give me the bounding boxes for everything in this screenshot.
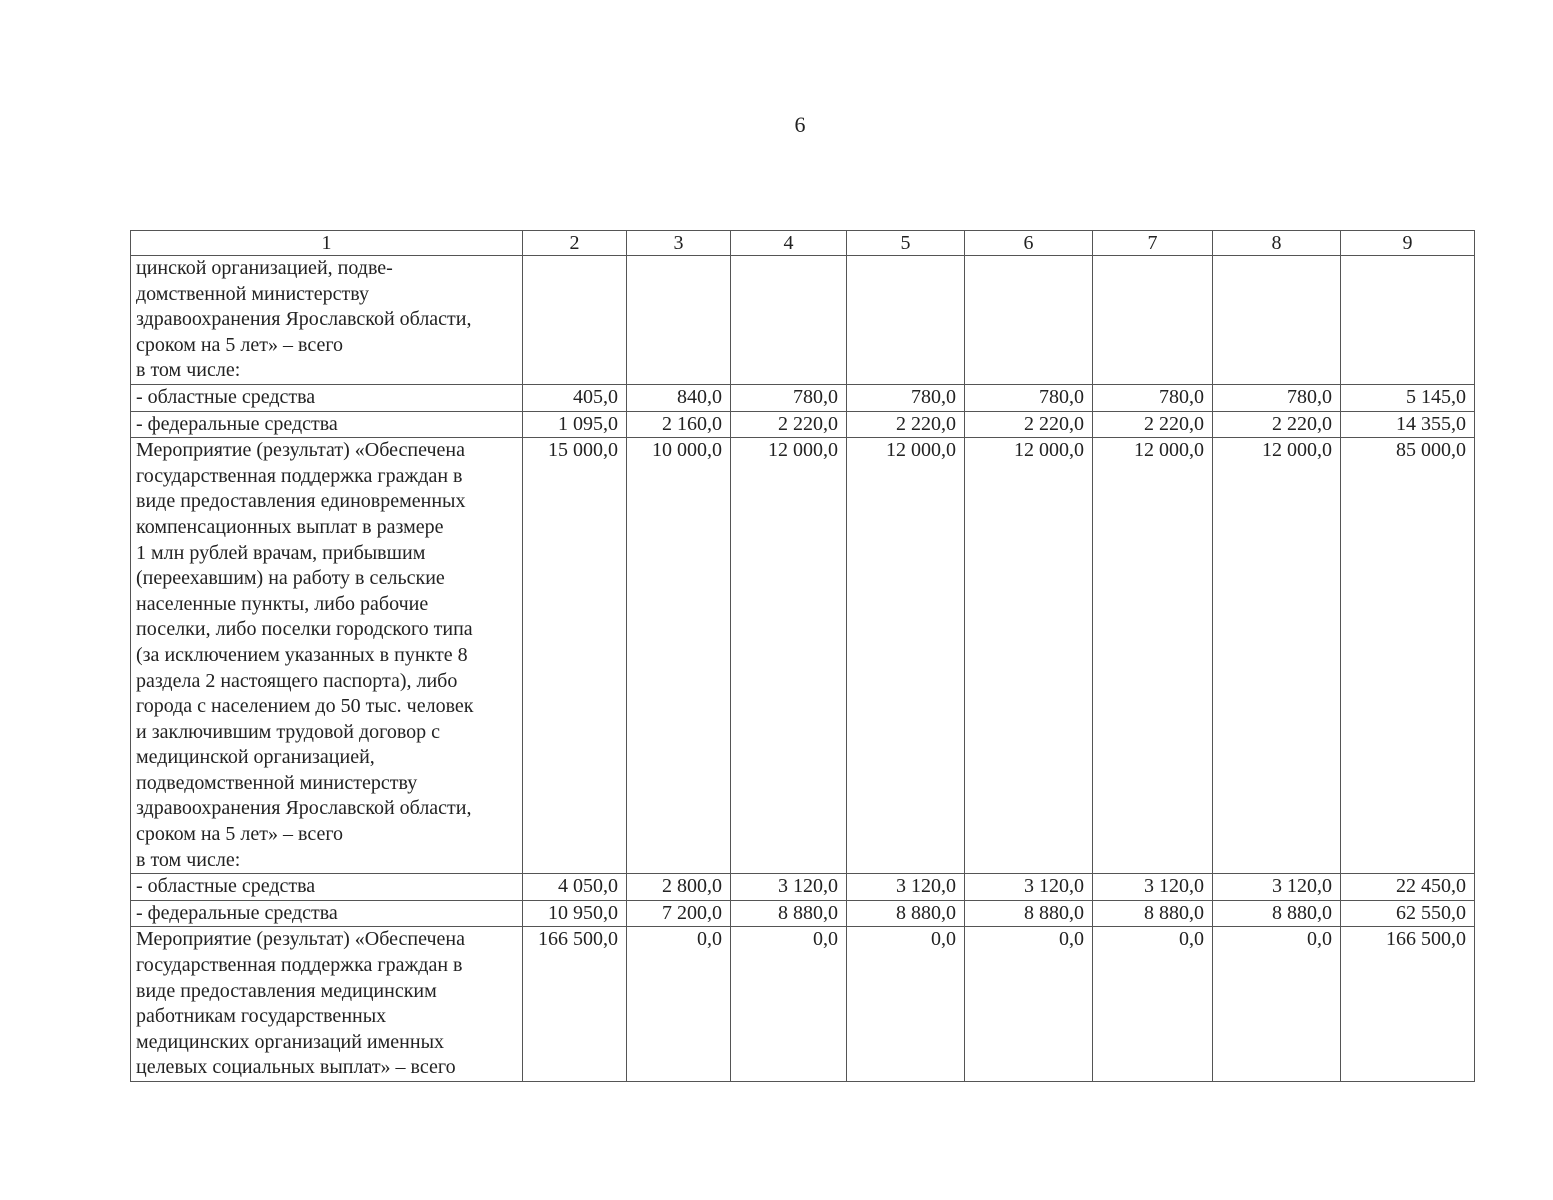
value-cell: 0,0 bbox=[731, 927, 847, 1082]
value-cell: 840,0 bbox=[627, 384, 731, 411]
row-description: - областные средства bbox=[131, 384, 523, 411]
value-cell: 780,0 bbox=[847, 384, 965, 411]
value-cell: 2 220,0 bbox=[1213, 411, 1341, 438]
value-cell bbox=[847, 256, 965, 385]
value-cell: 3 120,0 bbox=[1213, 874, 1341, 901]
value-cell: 3 120,0 bbox=[731, 874, 847, 901]
table-row bbox=[131, 411, 1475, 438]
value-cell: 780,0 bbox=[1213, 384, 1341, 411]
row-description: - федеральные средства bbox=[131, 411, 523, 438]
row-description: Мероприятие (результат) «Обеспечена государственная поддержка граждан в виде предоставления единовременных компенсационных выплат в размере 1 млн рублей врачам, прибывшим (переехавшим) на работу в сельские населенные пункты, либо рабочие поселки, либо поселки городского типа (за исключением указанных в пункте 8 раздела 2 настоящего паспорта), либо города с населением до 50 тыс. человек и заключившим трудовой договор с медицинской организацией, подведомственной министерству здравоохранения Ярославской области, сроком на 5 лет» – всего в том числе: bbox=[131, 438, 523, 874]
value-cell: 8 880,0 bbox=[847, 900, 965, 927]
value-cell: 0,0 bbox=[1213, 927, 1341, 1082]
value-cell: 780,0 bbox=[731, 384, 847, 411]
value-cell: 12 000,0 bbox=[847, 438, 965, 874]
table-row bbox=[131, 438, 1475, 874]
value-cell: 0,0 bbox=[965, 927, 1093, 1082]
column-header: 6 bbox=[965, 231, 1093, 256]
value-cell: 8 880,0 bbox=[731, 900, 847, 927]
value-cell: 405,0 bbox=[523, 384, 627, 411]
value-cell: 2 220,0 bbox=[965, 411, 1093, 438]
value-cell: 62 550,0 bbox=[1341, 900, 1475, 927]
row-description: цинской организацией, подве- домственной министерству здравоохранения Ярославской области, сроком на 5 лет» – всего в том числе: bbox=[131, 256, 523, 385]
value-cell: 8 880,0 bbox=[965, 900, 1093, 927]
column-header: 9 bbox=[1341, 231, 1475, 256]
value-cell: 10 950,0 bbox=[523, 900, 627, 927]
value-cell bbox=[1093, 256, 1213, 385]
value-cell: 10 000,0 bbox=[627, 438, 731, 874]
value-cell bbox=[627, 256, 731, 385]
table-row bbox=[131, 927, 1475, 1082]
value-cell: 4 050,0 bbox=[523, 874, 627, 901]
value-cell bbox=[1213, 256, 1341, 385]
value-cell: 2 220,0 bbox=[1093, 411, 1213, 438]
value-cell bbox=[523, 256, 627, 385]
value-cell: 12 000,0 bbox=[731, 438, 847, 874]
table-header-row bbox=[131, 231, 1475, 256]
column-header: 3 bbox=[627, 231, 731, 256]
value-cell: 15 000,0 bbox=[523, 438, 627, 874]
row-description: - федеральные средства bbox=[131, 900, 523, 927]
value-cell: 12 000,0 bbox=[1093, 438, 1213, 874]
budget-table bbox=[130, 230, 1475, 1082]
value-cell: 3 120,0 bbox=[1093, 874, 1213, 901]
value-cell: 3 120,0 bbox=[965, 874, 1093, 901]
table-row bbox=[131, 384, 1475, 411]
column-header: 2 bbox=[523, 231, 627, 256]
column-header: 5 bbox=[847, 231, 965, 256]
row-description: Мероприятие (результат) «Обеспечена государственная поддержка граждан в виде предоставления медицинским работникам государственных медицинских организаций именных целевых социальных выплат» – всего bbox=[131, 927, 523, 1082]
table-row bbox=[131, 900, 1475, 927]
value-cell: 166 500,0 bbox=[1341, 927, 1475, 1082]
column-header: 1 bbox=[131, 231, 523, 256]
value-cell: 12 000,0 bbox=[965, 438, 1093, 874]
value-cell: 2 220,0 bbox=[847, 411, 965, 438]
value-cell: 85 000,0 bbox=[1341, 438, 1475, 874]
column-header: 4 bbox=[731, 231, 847, 256]
value-cell: 2 800,0 bbox=[627, 874, 731, 901]
value-cell bbox=[1341, 256, 1475, 385]
value-cell: 3 120,0 bbox=[847, 874, 965, 901]
column-header: 7 bbox=[1093, 231, 1213, 256]
value-cell bbox=[731, 256, 847, 385]
page-number: 6 bbox=[794, 112, 806, 137]
value-cell: 166 500,0 bbox=[523, 927, 627, 1082]
value-cell: 12 000,0 bbox=[1213, 438, 1341, 874]
value-cell: 0,0 bbox=[847, 927, 965, 1082]
table-row bbox=[131, 256, 1475, 385]
value-cell: 5 145,0 bbox=[1341, 384, 1475, 411]
value-cell: 780,0 bbox=[1093, 384, 1213, 411]
value-cell: 7 200,0 bbox=[627, 900, 731, 927]
value-cell: 2 220,0 bbox=[731, 411, 847, 438]
value-cell: 2 160,0 bbox=[627, 411, 731, 438]
value-cell bbox=[965, 256, 1093, 385]
value-cell: 780,0 bbox=[965, 384, 1093, 411]
value-cell: 22 450,0 bbox=[1341, 874, 1475, 901]
value-cell: 8 880,0 bbox=[1093, 900, 1213, 927]
value-cell: 8 880,0 bbox=[1213, 900, 1341, 927]
value-cell: 1 095,0 bbox=[523, 411, 627, 438]
value-cell: 0,0 bbox=[1093, 927, 1213, 1082]
value-cell: 0,0 bbox=[627, 927, 731, 1082]
value-cell: 14 355,0 bbox=[1341, 411, 1475, 438]
row-description: - областные средства bbox=[131, 874, 523, 901]
column-header: 8 bbox=[1213, 231, 1341, 256]
table-row bbox=[131, 874, 1475, 901]
